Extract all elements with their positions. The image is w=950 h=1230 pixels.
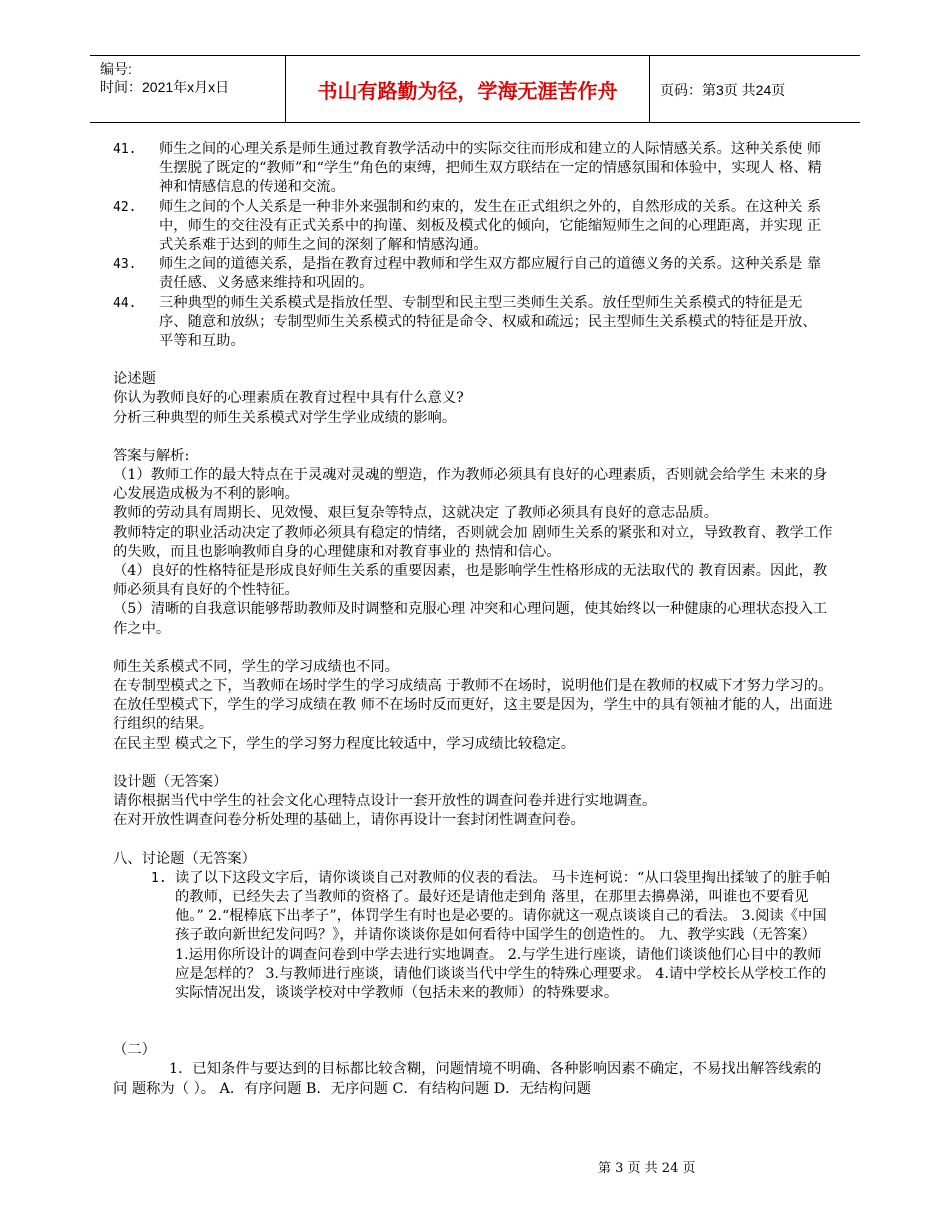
definition-item-43 xyxy=(113,255,833,293)
page-header xyxy=(90,55,860,123)
mode-paragraph-2: 在专制型模式之下，当教师在场时学生的学习成绩高 于教师不在场时，说明他们是在教师的权威下才努力学习的。 xyxy=(113,678,833,695)
discussion-section-title: 八、讨论题（无答案） xyxy=(113,850,256,867)
item-number: 43. xyxy=(113,257,137,273)
essay-question-2: 分析三种典型的师生关系模式对学生学业成绩的影响。 xyxy=(113,409,457,426)
document-code-label: 编号: xyxy=(100,61,132,77)
item-text: 师生之间的个人关系是一种非外来强制和约束的，发生在正式组织之外的，自然形成的关系。在这种关 系中，师生的交往没有正式关系中的拘谨、刻板及模式化的倾向，它能缩短师生之间的心理距离，并实现 正式关系难于达到的师生之间的深刻了解和情感沟通。 xyxy=(159,198,822,254)
header-page-number: 页码：第3页 共24页 xyxy=(660,82,786,98)
item-number: 42. xyxy=(113,199,137,215)
header-meta xyxy=(100,60,290,96)
item-text: 三种典型的师生关系模式是指放任型、专制型和民主型三类师生关系。放任型师生关系模式的特征是无 序、随意和放纵；专制型师生关系模式的特征是命令、权威和疏远；民主型师生关系模式的特征是开放、 平等和互助。 xyxy=(159,294,817,350)
item-text: 师生之间的心理关系是师生通过教育教学活动中的实际交往而形成和建立的人际情感关系。这种关系使 师生摆脱了既定的“教师”和“学生”角色的束缚，把师生双方联结在一定的情感氛围和体验中，实现人 格、精神和情感信息的传递和交流。 xyxy=(159,141,822,196)
definition-item-41 xyxy=(113,140,833,198)
answer-paragraph-3: 教师特定的职业活动决定了教师必须具有稳定的情绪，否则就会加 剧师生关系的紧张和对立，导致教育、教学工作的失败，而且也影响教师自身的心理健康和对教育事业的 热情和信心。 xyxy=(113,524,833,560)
definition-item-42 xyxy=(113,198,833,256)
header-motto: 书山有路勤为径，学海无涯苦作舟 xyxy=(285,56,650,122)
answer-paragraph-5: （5）清晰的自我意识能够帮助教师及时调整和克服心理 冲突和心理问题，使其始终以一种健康的心理状态投入工作之中。 xyxy=(113,601,828,637)
item-number: 1. xyxy=(151,870,167,886)
discussion-item xyxy=(113,869,833,1003)
item-number: 44. xyxy=(113,295,137,311)
answer-paragraph-2: 教师的劳动具有周期长、见效慢、艰巨复杂等特点，这就决定 了教师必须具有良好的意志品质。 xyxy=(113,505,719,522)
mode-paragraph-3: 在放任型模式下，学生的学习成绩在教 师不在场时反而更好，这主要是因为，学生中的具有领袖才能的人，出面进行组织的结果。 xyxy=(113,697,833,733)
design-section-title: 设计题（无答案） xyxy=(113,773,228,790)
discussion-text: 读了以下这段文字后，请你谈谈自己对教师的仪表的看法。 马卡连柯说：“从口袋里掏出揉皱了的脏手帕的教师，已经失去了当教师的资格了。最好还是请他走到角 落里，在那里去擤鼻涕，叫谁也不要看见他。” 2.“棍棒底下出孝子”，体罚学生有时也是必要的。请你就这一观点谈谈自己的看法。 3.阅读《中国孩子敢向新世纪发问吗？》，并请你谈谈你是如何看待中国学生的创造性的。 九、教学实践（无答案） 1.运用你所设计的调查问卷到中学去进行实地调查。 2.与学生进行座谈，请他们谈谈他们心目中的教师应是怎样的？ 3.与教师进行座谈，请他们谈谈当代中学生的特殊心理要求。 4.请中学校长从学校工作的实际情况出发，谈谈学校对中学教师（包括未来的教师）的特殊要求。 xyxy=(175,869,831,1001)
essay-section-title: 论述题 xyxy=(113,371,156,388)
mode-paragraph-4: 在民主型 模式之下，学生的学习努力程度比较适中，学习成绩比较稳定。 xyxy=(113,735,576,752)
answer-paragraph-1: （1）教师工作的最大特点在于灵魂对灵魂的塑造，作为教师必须具有良好的心理素质，否则就会给学生 未来的身心发展造成极为不利的影响。 xyxy=(113,467,828,503)
item-text: 师生之间的道德关系，是指在教育过程中教师和学生双方都应履行自己的道德义务的关系。这种关系是 靠责任感、义务感来维持和巩固的。 xyxy=(159,256,822,292)
essay-question-1: 你认为教师良好的心理素质在教育过程中具有什么意义? xyxy=(113,390,464,407)
answers-title: 答案与解析: xyxy=(113,447,190,464)
page-content xyxy=(113,140,833,1099)
page-footer: 第 3 页 共 24 页 xyxy=(598,1161,696,1176)
item-number: 41. xyxy=(113,142,137,157)
design-question-2: 在对开放性调查问卷分析处理的基础上，请你再设计一套封闭性调查问卷。 xyxy=(113,812,585,829)
part-two-question: 1．已知条件与要达到的目标都比较含糊，问题情境不明确、各种影响因素不确定，不易找出解答线索的问 题称为（ ）。 A．有序问题 B．无序问题 C．有结构问题 D．无结构问题 xyxy=(113,1061,822,1097)
definition-item-44 xyxy=(113,294,833,352)
document-time-label: 时间：2021年x月x日 xyxy=(100,79,230,95)
design-question-1: 请你根据当代中学生的社会文化心理特点设计一套开放性的调查问卷并进行实地调查。 xyxy=(113,793,657,810)
answer-paragraph-4: （4）良好的性格特征是形成良好师生关系的重要因素，也是影响学生性格形成的无法取代的 教育因素。因此，教师必须具有良好的个性特征。 xyxy=(113,563,828,599)
part-two-title: （二） xyxy=(113,1042,156,1059)
mode-paragraph-1: 师生关系模式不同，学生的学习成绩也不同。 xyxy=(113,658,399,675)
